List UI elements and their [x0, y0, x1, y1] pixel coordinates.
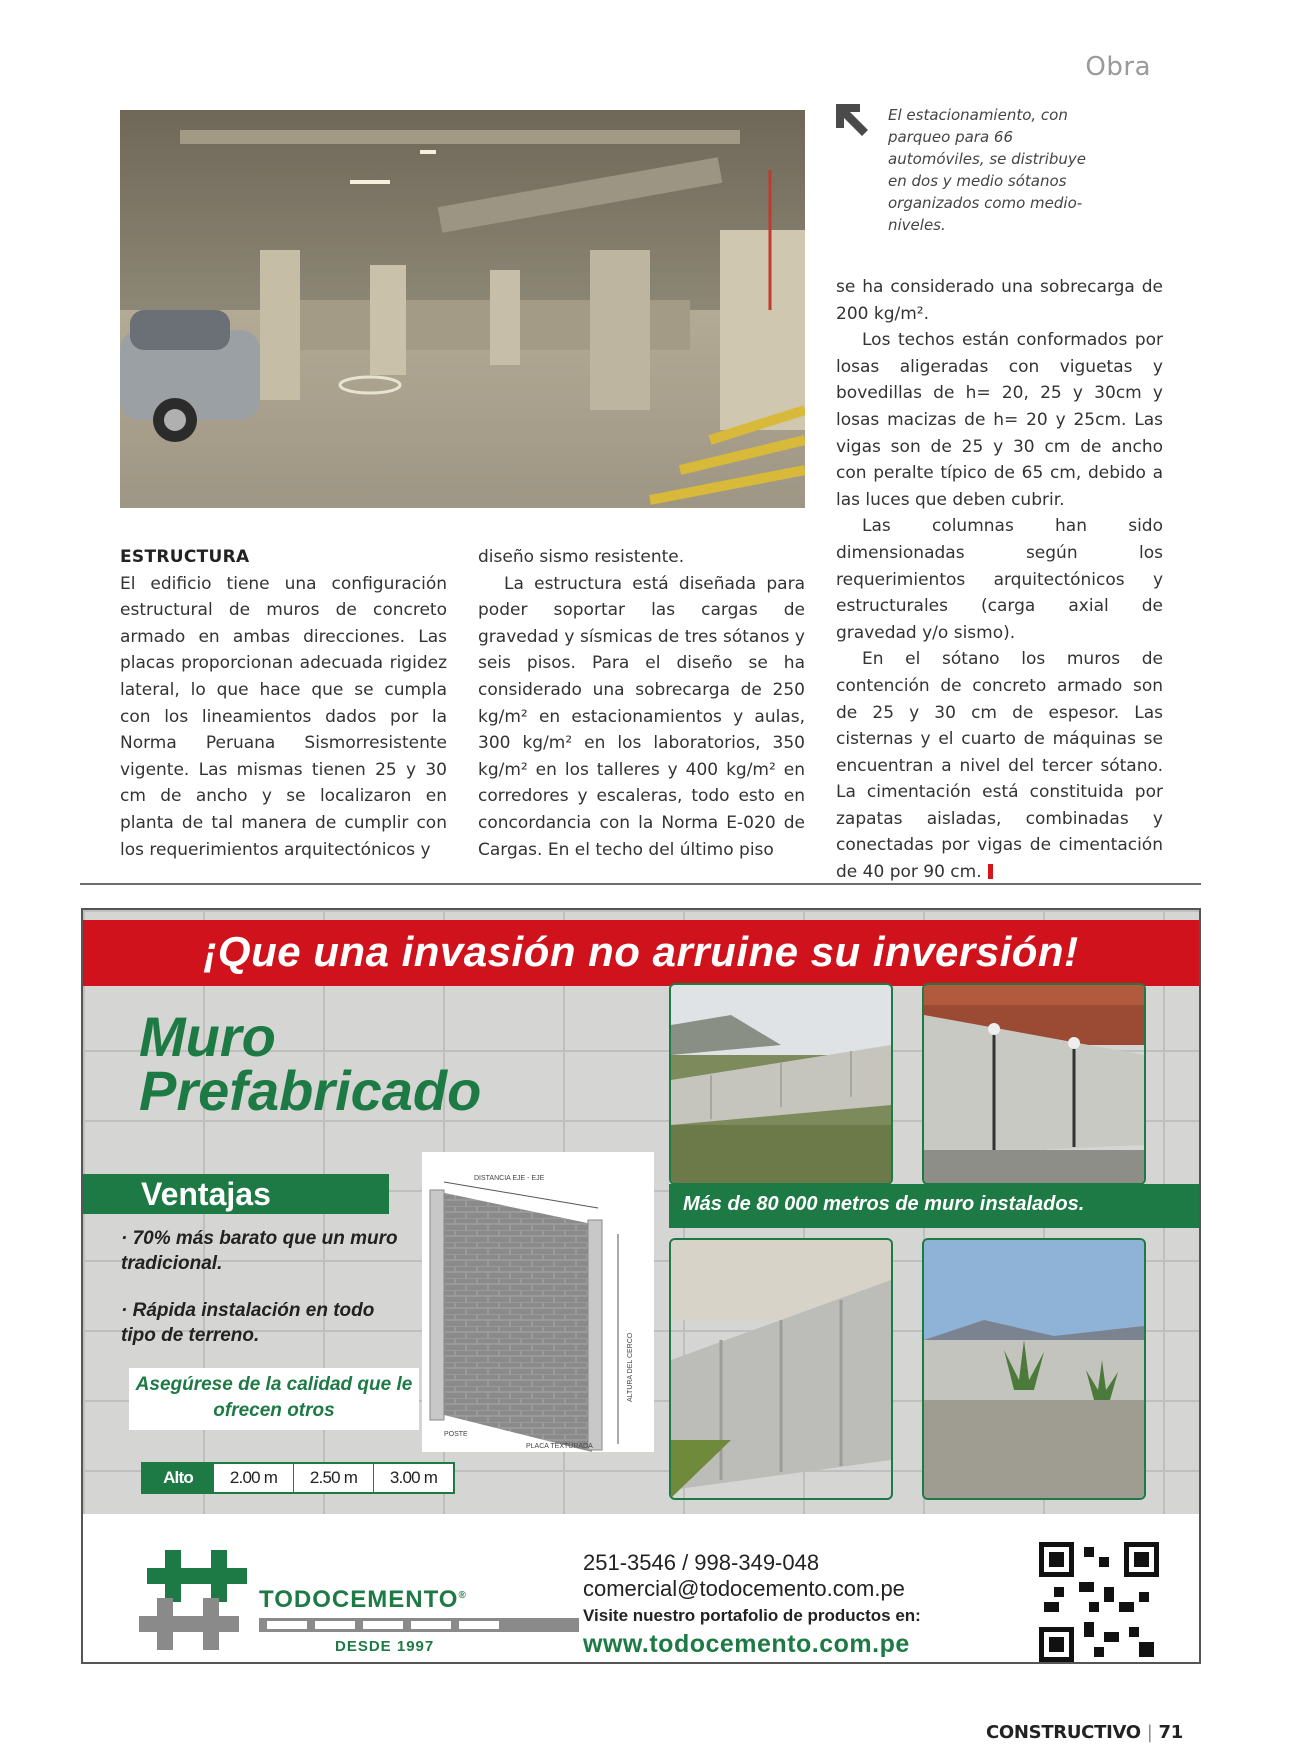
magazine-name: CONSTRUCTIVO: [985, 1722, 1141, 1743]
advantage-item: · 70% más barato que un muro tradicional.: [121, 1228, 398, 1274]
product-title: [139, 1005, 659, 1122]
parking-photo: [120, 110, 805, 508]
paragraph: La estructura está diseñada para poder soportar las cargas de gravedad y sísmicas de tres sótanos y seis pisos. Para el diseño se ha considerado una sobrecarga de 250 kg/m² en estacionamientos y aulas, 300 kg/m² en los laboratorios, 350 kg/m² en los talleres y 400 kg/m² en corredores y escaleras, todo esto en concordancia con la Norma E-020 de Cargas. En el techo del último piso: [478, 573, 805, 860]
todocemento-logo-icon: [135, 1550, 255, 1650]
stat-text: Más de 80 000 metros de muro instalados.: [683, 1193, 1085, 1215]
diagram-panel-label: PLACA TEXTURADA: [526, 1443, 593, 1450]
paragraph: En el sótano los muros de contención de concreto armado son de 25 y 30 cm de espesor. Las cisternas y el cuarto de máquinas se encuentran a nivel del tercer sótano. La cimentación está constituida por zapatas aisladas, combinadas y conectadas por vigas de cimentación de 40 por 90 cm.: [836, 649, 1163, 883]
height-option: 2.00 m: [213, 1464, 293, 1492]
brand-text: TODOCEMENTO: [259, 1586, 459, 1613]
height-option: 3.00 m: [373, 1464, 453, 1492]
advertisement: [81, 908, 1201, 1664]
qr-code-icon: [1039, 1542, 1159, 1662]
paragraph: Los techos están conformados por losas aligeradas con viguetas y bovedillas de h= 20, 25 y 30cm y losas macizas de h= 20 y 25cm. Las vigas son de 25 y 30 cm de ancho con peralte típico de 65 cm, debido a las luces que deben cubrir.: [836, 330, 1163, 510]
ventajas-label: Ventajas: [141, 1176, 271, 1212]
website-link: www.todocemento.com.pe: [583, 1630, 910, 1658]
contact-email: comercial@todocemento.com.pe: [583, 1576, 905, 1601]
wall-photo: [669, 983, 893, 1185]
footer-separator: |: [1146, 1722, 1153, 1743]
product-title-line: Prefabricado: [139, 1059, 482, 1122]
height-option: 2.50 m: [293, 1464, 373, 1492]
article-column-2: [478, 544, 805, 863]
wall-photo: [922, 1238, 1146, 1500]
brand-tagline: DESDE 1997: [335, 1638, 435, 1655]
paragraph: se ha considerado una sobrecarga de 200 kg/m².: [836, 277, 1163, 324]
brand-name: [259, 1586, 467, 1614]
wall-diagram: [422, 1152, 654, 1452]
divider: [80, 883, 1201, 885]
height-label: Alto: [143, 1464, 213, 1492]
article-column-1: [120, 544, 447, 863]
page-number: 71: [1158, 1722, 1183, 1743]
ad-headline: ¡Que una invasión no arruine su inversión!: [203, 928, 1079, 975]
height-table: [141, 1462, 455, 1494]
article-column-3: [836, 274, 1163, 886]
product-title-line: Muro: [139, 1005, 276, 1068]
end-mark-icon: [988, 864, 993, 879]
diagram-post-label: POSTE: [444, 1431, 468, 1438]
logo-stripe: [259, 1618, 579, 1632]
section-label: Obra: [1085, 52, 1151, 82]
section-heading: ESTRUCTURA: [120, 547, 250, 567]
wall-photo: [922, 983, 1146, 1185]
page-footer: [986, 1722, 1183, 1743]
advantage-item: · Rápida instalación en todo tipo de terreno.: [121, 1300, 375, 1346]
contact-visit-text: Visite nuestro portafolio de productos en:: [583, 1606, 921, 1625]
quality-text: Asegúrese de la calidad que le ofrecen otros: [135, 1374, 413, 1421]
paragraph: diseño sismo resistente.: [478, 547, 685, 567]
registered-mark: ®: [458, 1590, 467, 1601]
wall-photo: [669, 1238, 893, 1500]
contact-phone: 251-3546 / 998-349-048: [583, 1550, 820, 1575]
paragraph: El edificio tiene una configuración estructural de muros de concreto armado en ambas direcciones. Las placas proporcionan adecuada rigidez lateral, lo que hace que se cumpla con los lineamientos dados por la Norma Peruana Sismorresistente vigente. Las mismas tienen 25 y 30 cm de ancho y se localizaron en planta de tal manera de cumplir con los requerimientos arquitectónicos y: [120, 573, 447, 860]
paragraph: Las columnas han sido dimensionadas según los requerimientos arquitectónicos y estructurales (carga axial de gravedad y/o sismo).: [836, 516, 1163, 643]
diagram-height-label: ALTURA DEL CERCO: [627, 1332, 634, 1402]
photo-caption: El estacionamiento, con parqueo para 66 automóviles, se distribuye en dos y medio sótanos organizados como medio-niveles.: [888, 106, 1087, 234]
diagram-distance-label: DISTANCIA EJE - EJE: [474, 1175, 545, 1182]
arrow-up-left-icon: [832, 100, 872, 140]
